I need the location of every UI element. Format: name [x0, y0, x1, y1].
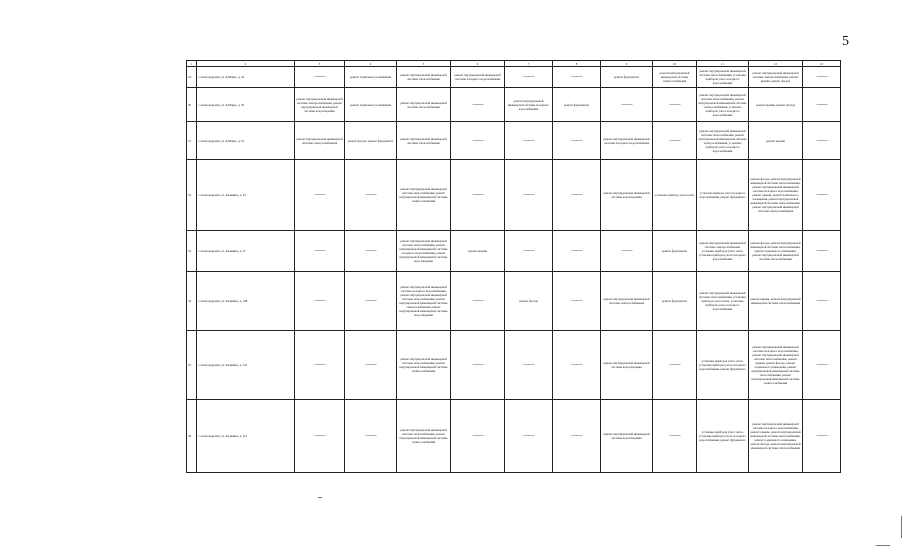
page-number: 5: [842, 34, 849, 49]
work-cell: ——: [505, 400, 553, 473]
work-cell: ——: [803, 400, 841, 473]
column-number-header: 8: [553, 61, 601, 67]
work-cell: ремонт внутридомовой инженерной системы водоотведения: [601, 331, 653, 400]
work-cell: ремонт внутридомовой инженерной системы теплоснабжения, ремонт внутридомовой инженерной системы электроснабжения: [397, 331, 451, 400]
work-cell: ремонт крыши: [451, 231, 505, 272]
address-cell: г. Александровск, ул. К.Маркс, д. 61: [197, 122, 295, 160]
work-cell: ——: [653, 400, 697, 473]
work-cell: ——: [451, 88, 505, 122]
work-cell: ремонт внутридомовой инженерной системы теплоснабжения: [397, 122, 451, 160]
work-cell: ——: [295, 67, 345, 88]
repair-schedule-table: [186, 60, 841, 473]
work-cell: ——: [803, 67, 841, 88]
work-cell: ремонт внутридомовой инженерной системы электроснабжения: [601, 272, 653, 331]
work-cell: ——: [505, 160, 553, 231]
table-body: [187, 67, 841, 473]
work-cell: ремонт внутридомовой инженерной системы электроснабжения, ремонт крыши, ремонт фасада: [749, 67, 803, 88]
work-cell: ремонт внутридомовой инженерной системы теплоснабжения, ремонт внутридомовой инженерной системы электроснабжения: [397, 400, 451, 473]
address-cell: г. Александровск, ул. Калинина, д. 108: [197, 272, 295, 331]
column-number-header: 9: [601, 61, 653, 67]
work-cell: ——: [451, 122, 505, 160]
work-cell: установка приборов учета тепла, установка приборов учета холодного водоснабжения, ремонт фундамента: [697, 331, 749, 400]
work-cell: ремонт внутридомовой инженерной системы теплоснабжения: [397, 88, 451, 122]
work-cell: ремонт внутридомовой инженерной системы теплоснабжения, ремонт внутридомовой инженерной системы холодного водоснабжения, ремонт внутридомовой инженерной системы водоотведения: [397, 231, 451, 272]
table-row: [187, 400, 841, 473]
work-cell: ——: [505, 67, 553, 88]
work-cell: ремонт фасада, ремонт внутридомовой инженерной системы теплоснабжения, ремонт подвального помещения, ремонт внутридомовой инженерной системы теплоснабжения: [749, 231, 803, 272]
column-number-header: 6: [451, 61, 505, 67]
address-cell: г. Александровск, ул. К.Маркс, д. 50: [197, 88, 295, 122]
work-cell: ——: [295, 231, 345, 272]
work-cell: ремонт внутридомовой инженерной системы электроснабжения: [653, 67, 697, 88]
work-cell: ремонт крыши: [749, 122, 803, 160]
table-row: [187, 122, 841, 160]
work-cell: ремонт фасада, ремонт внутридомовой инженерной системы теплоснабжения, ремонт внутридомовой инженерной системы холодного водоснабжения, ремонт крыши, ремонт подвального помещения, ремонт внутридомовой инженерной системы теплоснабжения, ремонт внутридомовой инженерной системы электроснабжения: [749, 160, 803, 231]
column-number-header: 5: [397, 61, 451, 67]
work-cell: ——: [451, 272, 505, 331]
work-cell: ——: [345, 272, 397, 331]
work-cell: ——: [653, 122, 697, 160]
row-number-cell: 32: [187, 160, 197, 231]
work-cell: ——: [601, 88, 653, 122]
work-cell: ——: [553, 67, 601, 88]
work-cell: ——: [803, 331, 841, 400]
work-cell: ——: [553, 272, 601, 331]
work-cell: установка прибора учета холодного водоснабжения, ремонт фундамента: [697, 160, 749, 231]
column-number-header: 11: [697, 61, 749, 67]
work-cell: ремонт внутридомовой инженерной системы холодного водоснабжения, ремонт внутридомовой инженерной системы теплоснабжения, ремонт крыши, ремонт фасада, ремонт подвального помещения, ремонт внутридомовой инженерной системы теплоснабжения, ремонт внутридомовой инженерной системы электроснабжения: [749, 331, 803, 400]
scan-mark: [876, 545, 890, 546]
work-cell: ремонт фундамента: [553, 88, 601, 122]
work-cell: ремонт внутридомовой инженерной системы теплоснабжения, ремонт внутридомовой инженерной системы электроснабжения, установка приборов учета холодного водоснабжения: [697, 88, 749, 122]
row-number-cell: 24: [187, 67, 197, 88]
row-number-cell: 33: [187, 231, 197, 272]
work-cell: ремонт внутридомовой инженерной системы теплоснабжения, установка приборов учета тепла, установка приборов учета холодного водоснабжения: [697, 272, 749, 331]
work-cell: ——: [295, 272, 345, 331]
work-cell: ——: [295, 400, 345, 473]
table-row: [187, 231, 841, 272]
work-cell: ремонт внутридомовой инженерной системы холодного водоснабжения: [451, 67, 505, 88]
work-cell: ремонт внутридомовой инженерной системы холодного водоснабжения, ремонт внутридомовой инженерной системы теплоснабжения, ремонт внутридомовой инженерной системы электроснабжения, ремонт внутридомовой инженерной системы водоотведения: [397, 272, 451, 331]
table-row: [187, 272, 841, 331]
column-number-header: 7: [505, 61, 553, 67]
work-cell: ——: [451, 160, 505, 231]
work-cell: ——: [553, 331, 601, 400]
work-cell: ——: [553, 231, 601, 272]
work-cell: ремонт подвального помещения: [345, 88, 397, 122]
work-cell: ——: [803, 88, 841, 122]
work-cell: ремонт внутридомовой инженерной системы электроснабжения, установка приборов учета тепла, установка приборов учета холодного водоснабжения: [697, 231, 749, 272]
work-cell: ——: [803, 272, 841, 331]
work-cell: ——: [803, 231, 841, 272]
work-cell: ——: [505, 122, 553, 160]
work-cell: ——: [653, 331, 697, 400]
address-cell: г. Александровск, ул. Калинина, д. 23: [197, 160, 295, 231]
row-number-cell: 34: [187, 272, 197, 331]
column-number-header: 3: [295, 61, 345, 67]
work-cell: ——: [295, 160, 345, 231]
work-cell: ——: [803, 160, 841, 231]
work-cell: ремонт внутридомовой инженерной системы водоотведения: [601, 160, 653, 231]
work-cell: ремонт крыши, ремонт внутридомовой инженерной системы теплоснабжения: [749, 272, 803, 331]
work-cell: ——: [345, 331, 397, 400]
work-cell: ремонт внутридомовой инженерной системы холодного водоснабжения: [505, 88, 553, 122]
work-cell: ремонт фундамента: [601, 67, 653, 88]
address-cell: г. Александровск, ул. Калинина, д. 27: [197, 231, 295, 272]
work-cell: ——: [345, 400, 397, 473]
work-cell: ремонт внутридомовой инженерной системы теплоснабжения, установка приборов учета холодного водоснабжения: [697, 67, 749, 88]
work-cell: ——: [553, 122, 601, 160]
work-cell: ремонт фундамента: [653, 231, 697, 272]
work-cell: ——: [803, 122, 841, 160]
work-cell: ремонт внутридомовой инженерной системы холодного водоснабжения: [601, 122, 653, 160]
column-number-header: 10: [653, 61, 697, 67]
work-cell: ——: [653, 88, 697, 122]
work-cell: ——: [345, 160, 397, 231]
row-number-cell: 36: [187, 400, 197, 473]
work-cell: установка приборов учета тепла, установка приборов учета холодного водоснабжения, ремонт фундамента: [697, 400, 749, 473]
work-cell: ремонт внутридомовой инженерной системы электроснабжения: [295, 122, 345, 160]
address-cell: г. Александровск, ул. К.Маркс, д. 42: [197, 67, 295, 88]
address-cell: г. Александровск, ул. Калинина, д. 110: [197, 331, 295, 400]
column-number-header: 13: [803, 61, 841, 67]
work-cell: ремонт внутридомовой инженерной системы теплоснабжения, ремонт внутридомовой инженерной системы электроснабжения: [397, 160, 451, 231]
work-cell: ремонт фасада, ремонт фундамента: [345, 122, 397, 160]
table-row: [187, 331, 841, 400]
row-number-cell: 30: [187, 88, 197, 122]
work-cell: ремонт внутридомовой инженерной системы холодного водоснабжения, ремонт крыши, ремонт внутридомовой инженерной системы теплоснабжения, ремонт подвального помещения, ремонт фасада, ремонт внутридомовой инженерной системы теплоснабжения: [749, 400, 803, 473]
work-cell: ремонт внутридомовой инженерной системы электроснабжения, ремонт внутридомовой инженерной системы водоотведения: [295, 88, 345, 122]
work-cell: ——: [505, 231, 553, 272]
work-cell: ремонт фундамента: [653, 272, 697, 331]
work-cell: установка прибора учета тепла: [653, 160, 697, 231]
work-cell: ——: [451, 331, 505, 400]
work-cell: ремонт внутридомовой инженерной системы теплоснабжения: [397, 67, 451, 88]
scan-mark: [901, 516, 902, 538]
work-cell: ремонт крыши, ремонт фасада: [749, 88, 803, 122]
column-number-header: 2: [197, 61, 295, 67]
address-cell: г. Александровск, ул. Калинина, д. 112: [197, 400, 295, 473]
scan-mark: [318, 497, 322, 498]
work-cell: ремонт фасада: [505, 272, 553, 331]
row-number-cell: 31: [187, 122, 197, 160]
work-cell: ——: [451, 400, 505, 473]
work-cell: ——: [505, 331, 553, 400]
work-cell: ремонт подвального помещения: [345, 67, 397, 88]
column-number-header: 1: [187, 61, 197, 67]
work-cell: ——: [295, 331, 345, 400]
work-cell: ремонт внутридомовой инженерной системы теплоснабжения, ремонт внутридомовой инженерной системы электроснабжения, установка приборов учета холодного водоснабжения: [697, 122, 749, 160]
work-cell: ——: [553, 160, 601, 231]
work-cell: ремонт внутридомовой инженерной системы водоотведения: [601, 400, 653, 473]
work-cell: ——: [553, 400, 601, 473]
work-cell: ——: [345, 231, 397, 272]
table-row: [187, 160, 841, 231]
row-number-cell: 35: [187, 331, 197, 400]
column-number-header: 12: [749, 61, 803, 67]
table-row: [187, 67, 841, 88]
work-cell: ——: [601, 231, 653, 272]
table-row: [187, 88, 841, 122]
column-number-header: 4: [345, 61, 397, 67]
